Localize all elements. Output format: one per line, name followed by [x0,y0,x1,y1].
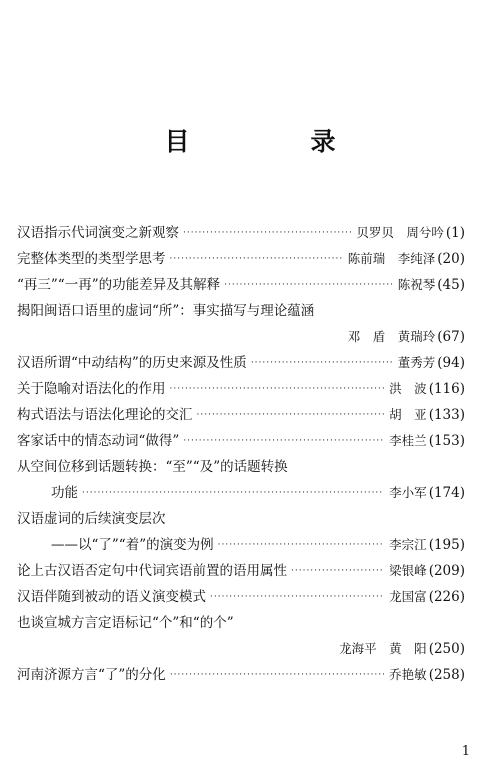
entry-author: 龙国富 [389,589,427,604]
entry-title: 从空间位移到话题转换：“至”“及”的话题转换 [17,459,288,475]
entry-author: 梁银峰 [389,563,427,578]
entry-title: 汉语所谓“中动结构”的历史来源及性质 [17,355,247,371]
leader-dots [218,532,385,558]
entry-title: 揭阳闽语口语里的虚词“所”：事实描写与理论蕴涵 [17,303,315,319]
entry-title: 河南济源方言“了”的分化 [17,667,166,683]
entry-author: 李小军 [389,485,427,500]
entry-author: 胡 亚 [389,407,427,422]
leader-dots [170,376,385,402]
leader-dots [291,558,384,584]
toc-entry [17,246,465,272]
entry-author: 陈祝琴 [397,277,436,292]
entry-title-continued: ——以“了”“着”的演变为例 [51,537,214,553]
toc-entry [17,298,465,324]
entry-author: 洪 波 [389,381,427,396]
page-number: 1 [461,744,470,759]
toc-entry [17,584,465,610]
toc-entry [17,454,465,480]
leader-dots [82,480,384,506]
entry-title: “再三”“一再”的功能差异及其解释 [17,277,221,293]
entry-author: 乔艳敏 [389,667,427,682]
toc-entry [17,662,465,688]
toc-entry [17,558,465,584]
entry-page: (67) [437,329,465,345]
toc-entry [17,506,465,532]
entry-author: 李宗江 [389,537,427,552]
entry-page: (133) [428,407,465,423]
toc-entry-continuation [17,324,465,350]
leader-dots [170,246,343,272]
toc-entry [17,610,465,636]
entry-author: 邓 盾 黄瑞玲 [347,329,436,344]
entry-page: (174) [428,485,465,501]
entry-page: (116) [428,381,465,397]
entry-author: 董秀芳 [397,355,436,370]
entry-author: 李桂兰 [389,433,427,448]
entry-page: (153) [428,433,465,449]
toc-entry-continuation [17,532,465,558]
entry-page: (258) [428,667,465,683]
entry-page: (195) [428,537,465,553]
entry-page: (94) [437,355,465,371]
entry-title: 汉语指示代词演变之新观察 [17,225,179,241]
entry-author: 贝罗贝 周兮吟 [356,225,444,240]
toc-entry [17,272,465,298]
entry-title: 构式语法与语法化理论的交汇 [17,407,193,423]
toc-entry [17,428,465,454]
leader-dots [224,272,393,298]
entry-page: (20) [437,251,465,267]
leader-dots [170,662,384,688]
leader-dots [183,428,384,454]
entry-page: (226) [428,589,465,605]
entry-title: 关于隐喻对语法化的作用 [17,381,166,397]
toc-entry [17,402,465,428]
entry-title: 汉语伴随到被动的语义演变模式 [17,589,206,605]
toc-entry-continuation [17,480,465,506]
entry-author: 龙海平 黄 阳 [339,641,427,656]
entry-page: (209) [428,563,465,579]
toc-entry [17,220,465,246]
entry-page: (250) [428,641,465,657]
page-title: 目 录 [164,127,384,156]
entry-title: 客家话中的情态动词“做得” [17,433,180,449]
toc-entry-continuation [17,636,465,662]
entry-title: 汉语虚词的后续演变层次 [17,511,166,527]
entry-page: (45) [437,277,465,293]
entry-title: 也谈宣城方言定语标记“个”和“的个” [17,615,234,631]
leader-dots [210,584,384,610]
table-of-contents [17,220,465,688]
toc-entry [17,376,465,402]
entry-title: 完整体类型的类型学思考 [17,251,166,267]
entry-title-continued: 功能 [51,485,78,501]
leader-dots [251,350,393,376]
entry-author: 陈前瑞 李纯泽 [347,251,436,266]
entry-title: 论上古汉语否定句中代词宾语前置的语用属性 [17,563,287,579]
leader-dots [183,220,351,246]
entry-page: (1) [445,225,465,241]
toc-entry [17,350,465,376]
leader-dots [197,402,385,428]
